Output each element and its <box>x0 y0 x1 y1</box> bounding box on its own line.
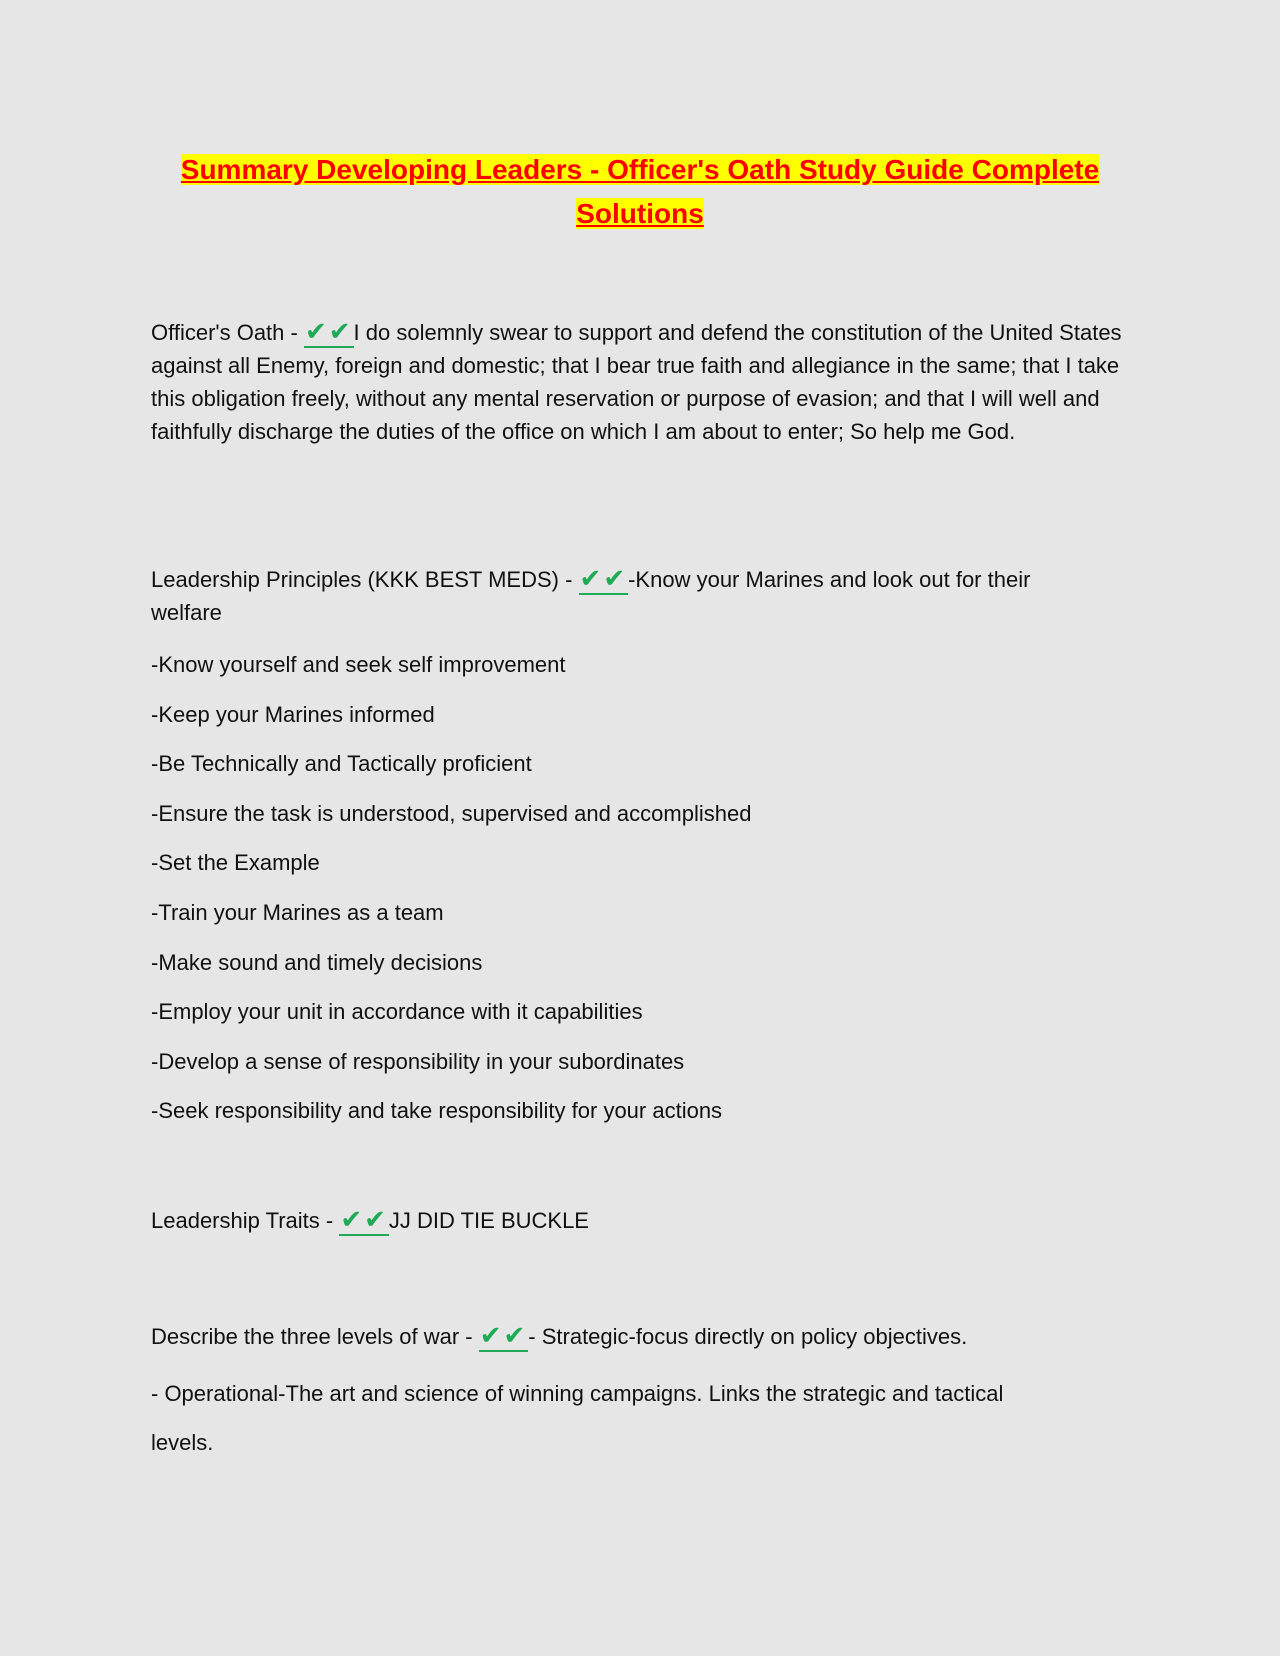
principle-item: -Employ your unit in accordance with it capabilities <box>151 999 643 1024</box>
principle-item: -Set the Example <box>151 850 320 875</box>
principle-item: -Make sound and timely decisions <box>151 950 483 975</box>
check-icon: ✔✔ <box>304 316 353 346</box>
document-title <box>150 148 1130 236</box>
title-line-1: Summary Developing Leaders - Officer's Oath Study Guide Complete <box>180 154 1100 185</box>
principles-first-item: -Know your Marines and look out for their <box>628 567 1031 592</box>
war-term: Describe the three levels of war - <box>151 1324 479 1349</box>
principle-item: -Ensure the task is understood, supervised and accomplished <box>151 801 752 826</box>
war-line-2: - Operational-The art and science of winning campaigns. Links the strategic and tactical <box>151 1381 1004 1406</box>
traits-term: Leadership Traits - <box>151 1208 340 1233</box>
title-line-2: Solutions <box>576 198 704 229</box>
principles-entry <box>151 563 1136 629</box>
principles-first-item-cont: welfare <box>151 600 222 625</box>
traits-entry <box>151 1206 1136 1236</box>
principle-item: -Develop a sense of responsibility in your subordinates <box>151 1049 685 1074</box>
principle-item: -Train your Marines as a team <box>151 900 444 925</box>
principles-term: Leadership Principles (KKK BEST MEDS) - <box>151 567 579 592</box>
principle-item: -Know yourself and seek self improvement <box>151 652 566 677</box>
check-icon: ✔✔ <box>340 1204 388 1234</box>
oath-term: Officer's Oath - <box>151 320 304 345</box>
war-definition: - Strategic-focus directly on policy objectives. <box>528 1324 968 1349</box>
oath-definition: I do solemnly swear to support and defend the constitution of the United States against all Enemy, foreign and domestic; that I bear true faith and allegiance in the same; that I take this obligation freely, without any mental reservation or purpose of evasion; and that I will well and faithfully discharge the duties of the office on which I am about to enter; So help me God. <box>151 320 1122 444</box>
war-entry <box>151 1322 1136 1352</box>
principle-item: -Be Technically and Tactically proficient <box>151 751 532 776</box>
check-icon: ✔✔ <box>579 563 628 593</box>
traits-definition: JJ DID TIE BUCKLE <box>388 1208 589 1233</box>
oath-entry <box>151 316 1136 448</box>
principle-item: -Keep your Marines informed <box>151 702 435 727</box>
principle-item: -Seek responsibility and take responsibility for your actions <box>151 1098 723 1123</box>
check-icon: ✔✔ <box>479 1320 528 1350</box>
war-line-3: levels. <box>151 1430 214 1455</box>
